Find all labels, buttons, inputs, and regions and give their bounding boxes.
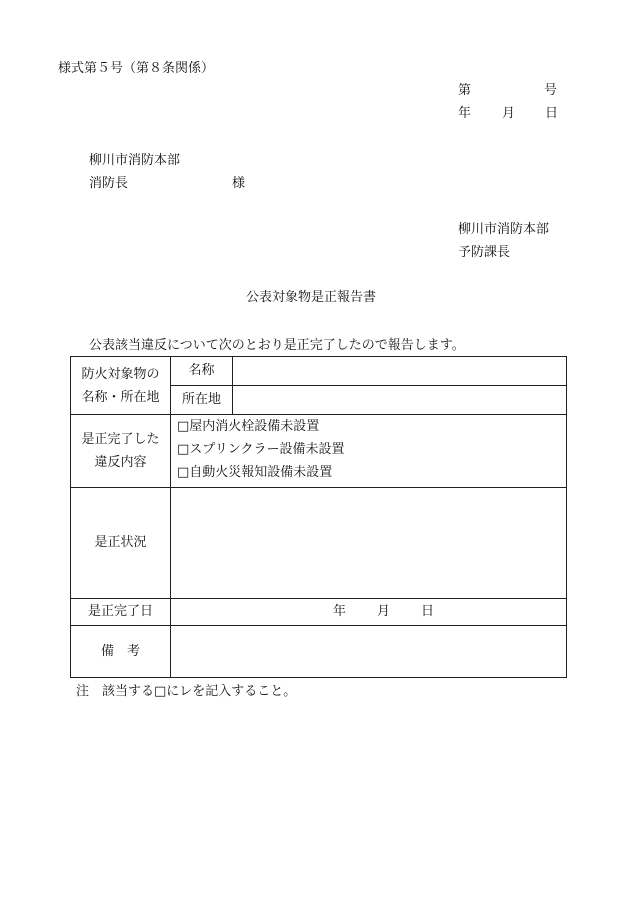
completion-date-row: [71, 599, 567, 626]
target-label-line1: 防火対象物の: [81, 366, 160, 382]
name-field[interactable]: [233, 357, 567, 386]
document-title: 公表対象物是正報告書: [246, 290, 377, 305]
violation-row: [71, 415, 567, 488]
name-label: 名称: [171, 357, 233, 386]
target-label-line2: 名称・所在地: [81, 389, 160, 405]
doc-number-prefix: 第: [458, 83, 472, 98]
sender-title: 予防課長: [458, 245, 511, 260]
target-label-cell: [71, 357, 171, 415]
address-field[interactable]: [233, 386, 567, 415]
intro-text: 公表該当違反について次のとおり是正完了したので報告します。: [89, 338, 465, 353]
completion-month: 月: [377, 604, 391, 619]
status-row: [71, 488, 567, 599]
remarks-row: [71, 626, 567, 678]
completion-year: 年: [333, 604, 347, 619]
target-name-row: [71, 357, 567, 386]
address-label: 所在地: [171, 386, 233, 415]
checkbox-sprinkler[interactable]: □スプリンクラー設備未設置: [177, 442, 345, 457]
addressee-title: 消防長: [89, 176, 129, 191]
violation-options-cell: [171, 415, 567, 488]
addressee-org: 柳川市消防本部: [89, 153, 181, 168]
violation-label-line2: 違反内容: [94, 455, 147, 470]
form-number: 様式第５号（第８条関係）: [58, 61, 215, 76]
remarks-label: 備 考: [71, 626, 171, 678]
status-field[interactable]: [171, 488, 567, 599]
date-month: 月: [502, 106, 516, 121]
checkbox-fire-alarm[interactable]: □自動火災報知設備未設置: [177, 465, 333, 480]
completion-date-label: 是正完了日: [71, 599, 171, 626]
report-table: [70, 356, 567, 678]
doc-number-suffix: 号: [544, 83, 558, 98]
date-day: 日: [545, 106, 559, 121]
status-label: 是正状況: [71, 488, 171, 599]
checkbox-indoor-hydrant[interactable]: □屋内消火栓設備未設置: [177, 419, 320, 434]
violation-label-cell: [71, 415, 171, 488]
remarks-field[interactable]: [171, 626, 567, 678]
completion-date-field[interactable]: [171, 599, 567, 626]
completion-day: 日: [421, 604, 435, 619]
note-text: 注 該当する□にレを記入すること。: [76, 684, 297, 699]
date-year: 年: [458, 106, 472, 121]
violation-label-line1: 是正完了した: [81, 432, 160, 447]
sender-org: 柳川市消防本部: [458, 222, 550, 237]
addressee-honorific: 様: [232, 176, 246, 191]
